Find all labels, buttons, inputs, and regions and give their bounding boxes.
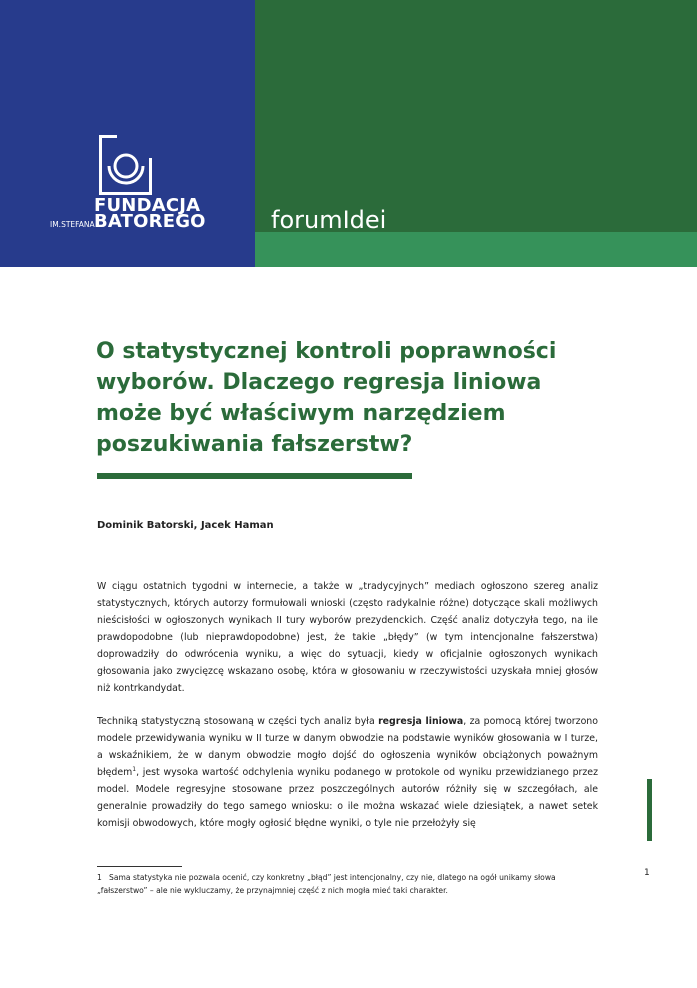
header-green-strip: [255, 232, 697, 267]
logo-line2: BATOREGO: [94, 211, 206, 232]
page-header: [0, 0, 697, 267]
paragraph-2-text-b: , za pomocą której tworzono modele przewidywania wyniku w II turze w danym obwodzie na podstawie wyników głosowania w I turze, a wskaźnikiem, że w danym obwodzie mogło dojść do ogłoszenia wyników obciążonych poważnym błędem: [97, 716, 598, 778]
footnote: [97, 871, 567, 897]
logo-small-text: IM.STEFANA: [50, 220, 95, 229]
footnote-divider: [97, 866, 182, 867]
page-number: 1: [644, 868, 650, 878]
header-green-panel: [255, 0, 697, 232]
paragraph-2-bold: regresja liniowa: [378, 716, 464, 727]
paragraph-2: [97, 713, 598, 835]
paragraph-2-text-c: , jest wysoka wartość odchylenia wyniku podanego w protokole od wyniku przewidzianego przez model. Modele regresyjne stosowane przez poszczególnych autorów różniły się w szczegółach, ale generalnie prowadziły do tego samego wniosku: o ile można wskazać wiele dziesiątek, a nawet setek komisji obwodowych, które mogły ogłosić błędne wyniki, o tyle nie przełożyły się: [97, 767, 598, 829]
authors: Dominik Batorski, Jacek Haman: [97, 520, 274, 531]
document-title: O statystycznej kontroli poprawności wyborów. Dlaczego regresja liniowa może być właściwym narzędziem poszukiwania fałszerstw?: [96, 339, 557, 457]
paragraph-1: W ciągu ostatnich tygodni w internecie, a także w „tradycyjnych” mediach ogłoszono szereg analiz statystycznych, których autorzy formułowali wnioski (często radykalnie różne) dotyczące skali możliwych nieścisłości w ogłoszonych wynikach II tury wyborów prezydenckich. Część analiz dotyczyła tego, na ile prawdopodobne (lub nieprawdopodobne) jest, że takie „błędy” (w tym intencjonalne fałszerstwa) doprowadziły do odwrócenia wyniku, a więc do sytuacji, kiedy w oficjalnie ogłoszonych wynikach głosowania jako zwycięzcę wskazano osobę, która w głosowaniu w rzeczywistości uzyskała mniej głosów niż kontrkandydat.: [97, 581, 598, 694]
footnote-number: 1: [97, 873, 102, 882]
title-underline: [97, 473, 412, 479]
series-title: forumIdei: [271, 206, 387, 234]
paragraph-2-text-a: Techniką statystyczną stosowaną w części tych analiz była: [97, 716, 379, 727]
foundation-logo-icon: [96, 133, 152, 195]
footnote-ref[interactable]: 1: [132, 765, 137, 773]
margin-accent-bar: [647, 779, 652, 841]
logo-line1: FUNDACJA: [94, 195, 201, 216]
footnote-text: Sama statystyka nie pozwala ocenić, czy konkretny „błąd” jest intencjonalny, czy nie, dlatego na ogół unikamy słowa „fałszerstwo” – ale nie wykluczamy, że przynajmniej część z nich mogła mieć taki charakter.: [97, 873, 556, 895]
